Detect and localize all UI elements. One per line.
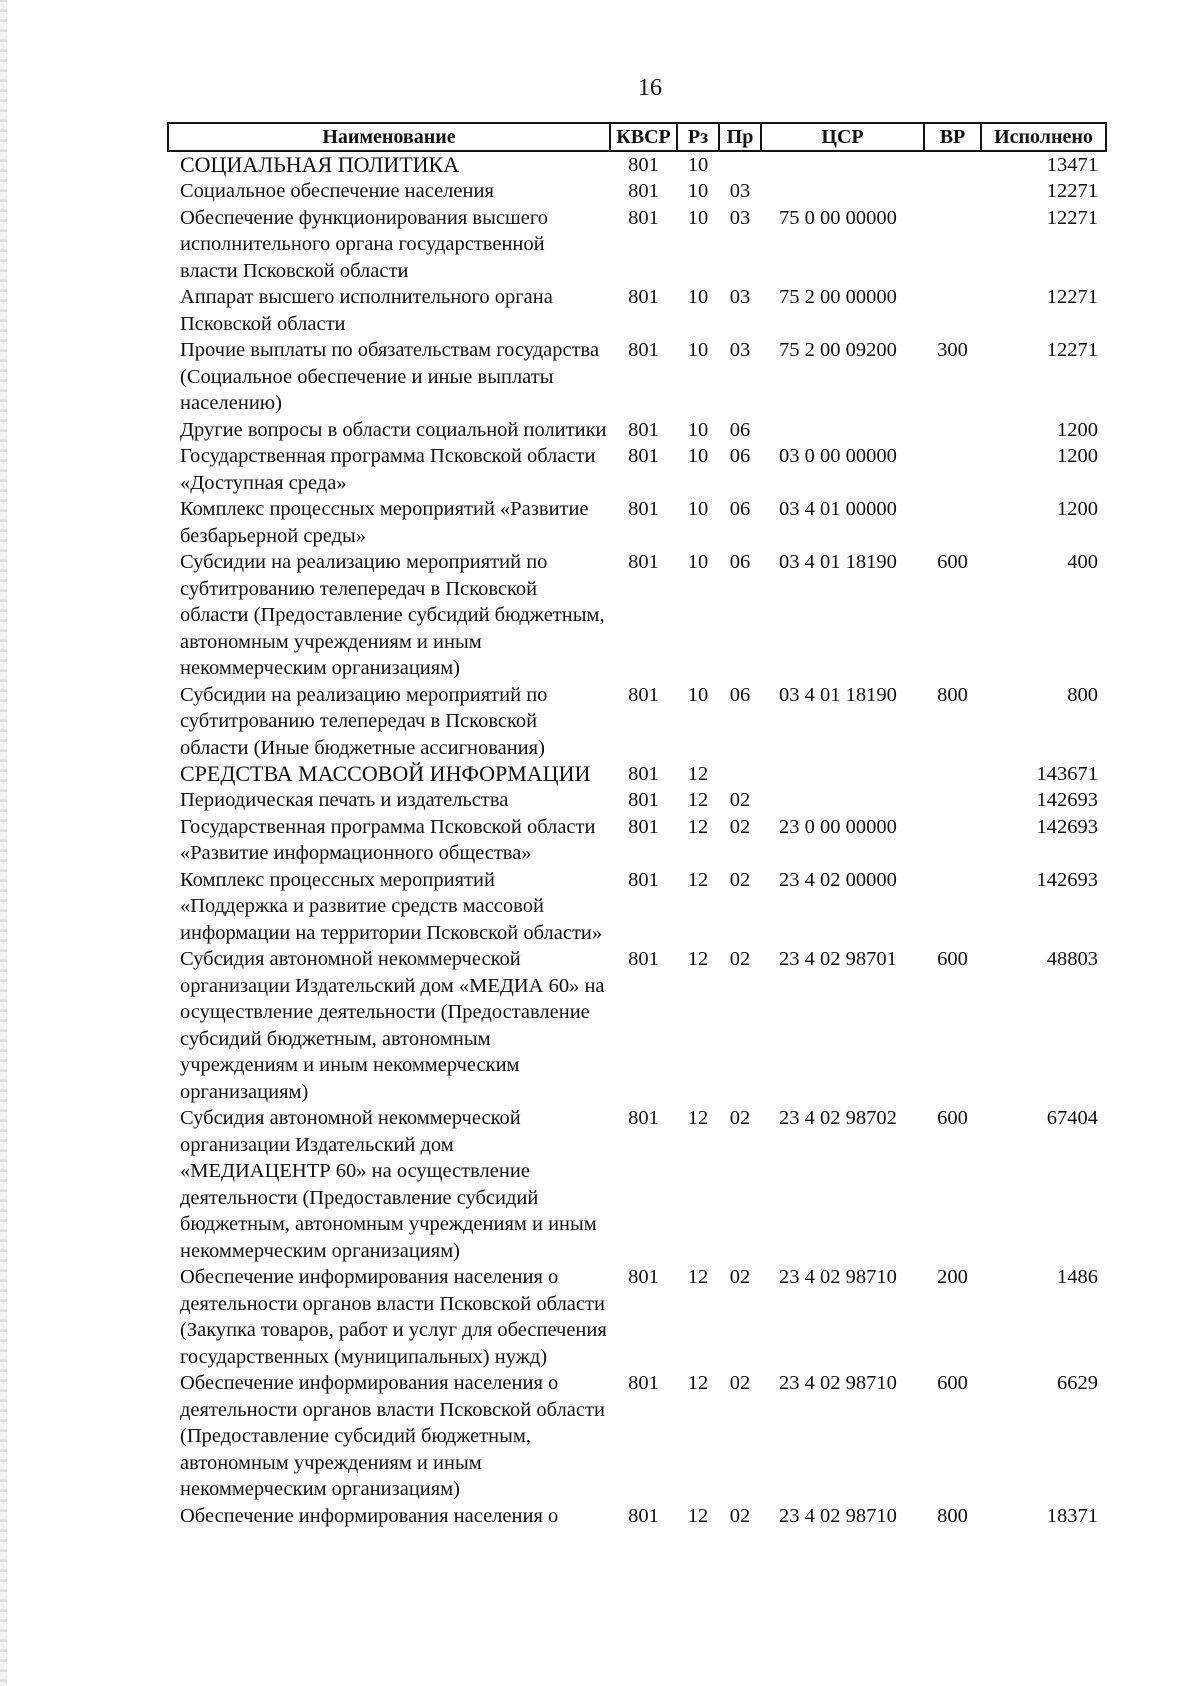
cell-csr: 03 4 01 00000: [779, 498, 897, 520]
cell-csr: 23 4 02 98702: [779, 1107, 897, 1129]
cell-name: Комплекс процессных мероприятий «Поддержка и развитие средств массовой информации на территории Псковской области»: [180, 868, 603, 944]
cell-pr: 06: [729, 551, 751, 573]
cell-rz: 10: [687, 551, 709, 573]
table-header-row: [168, 123, 1106, 151]
cell-amount: 1200: [1057, 418, 1098, 441]
cell-vr: 600: [937, 551, 968, 573]
cell-name: Другие вопросы в области социальной политики: [180, 418, 607, 441]
cell-pr: 02: [729, 789, 751, 811]
cell-pr: [719, 761, 761, 787]
column-header-kvsr: КВСР: [610, 123, 677, 151]
cell-name: Аппарат высшего исполнительного органа Псковской области: [180, 286, 553, 335]
cell-name: Прочие выплаты по обязательствам государства (Социальное обеспечение и иные выплаты населению): [180, 339, 600, 414]
cell-kvsr: 801: [628, 815, 659, 838]
table-row: [168, 443, 1106, 496]
table-row: [168, 151, 1106, 178]
cell-kvsr: 801: [628, 1107, 659, 1129]
cell-pr: 03: [729, 339, 751, 361]
cell-rz: 10: [687, 683, 709, 706]
column-header-pr: Пр: [719, 123, 761, 151]
cell-amount: 48803: [1046, 948, 1098, 970]
cell-kvsr: 801: [628, 789, 659, 811]
cell-kvsr: 801: [628, 286, 659, 308]
cell-amount: 1200: [1057, 498, 1098, 520]
cell-rz: 12: [687, 948, 709, 970]
cell-amount: 12271: [1046, 286, 1098, 308]
page-number: 16: [638, 75, 662, 101]
cell-amount: 1486: [1057, 1266, 1098, 1288]
cell-kvsr: 801: [628, 418, 659, 441]
cell-name: СРЕДСТВА МАССОВОЙ ИНФОРМАЦИИ: [180, 761, 591, 786]
cell-rz: 12: [687, 1372, 709, 1394]
cell-vr: [924, 761, 981, 787]
cell-kvsr: 801: [628, 206, 659, 229]
cell-amount: 142693: [1036, 815, 1098, 838]
cell-kvsr: 801: [628, 498, 659, 520]
column-header-rz: Рз: [677, 123, 719, 151]
cell-kvsr: 801: [628, 1266, 659, 1288]
cell-kvsr: 801: [628, 1372, 659, 1394]
table-row: [168, 946, 1106, 1105]
cell-csr: 23 4 02 00000: [779, 868, 897, 891]
table-row: [168, 682, 1106, 762]
cell-amount: 12271: [1046, 339, 1098, 361]
cell-name: Обеспечение информирования населения о: [180, 1504, 559, 1527]
cell-name: Субсидия автономной некоммерческой организации Издательский дом «МЕДИАЦЕНТР 60» на осуществление деятельности (Предоставление субсидий бюджетным, автономным учреждениям и иным некоммерческим организациям): [180, 1107, 597, 1262]
cell-rz: 10: [687, 445, 709, 467]
cell-kvsr: 801: [628, 180, 659, 202]
cell-name: Комплекс процессных мероприятий «Развитие безбарьерной среды»: [180, 498, 589, 547]
cell-kvsr: 801: [628, 683, 659, 706]
cell-csr: 23 4 02 98710: [779, 1266, 897, 1288]
cell-pr: 02: [729, 948, 751, 970]
cell-rz: 12: [687, 1107, 709, 1129]
cell-csr: 23 4 02 98710: [779, 1504, 897, 1527]
cell-name: Государственная программа Псковской области «Доступная среда»: [180, 445, 596, 494]
cell-csr: 23 0 00 00000: [779, 815, 897, 838]
cell-rz: 10: [687, 286, 709, 308]
table-row: [168, 1503, 1106, 1530]
table-body: [168, 151, 1106, 1529]
cell-vr: [924, 867, 981, 947]
cell-vr: 600: [937, 948, 968, 970]
cell-vr: [924, 417, 981, 444]
cell-vr: [924, 443, 981, 496]
table-row: [168, 284, 1106, 337]
cell-rz: 10: [687, 206, 709, 229]
cell-csr: 23 4 02 98701: [779, 948, 897, 970]
cell-amount: 1200: [1057, 445, 1098, 467]
table-row: [168, 814, 1106, 867]
cell-kvsr: 801: [628, 445, 659, 467]
cell-rz: 10: [687, 498, 709, 520]
cell-csr: 75 0 00 00000: [779, 206, 897, 229]
cell-amount: 12271: [1046, 206, 1098, 229]
cell-rz: 12: [687, 1266, 709, 1288]
table-row: [168, 867, 1106, 947]
cell-pr: 03: [729, 286, 751, 308]
cell-rz: 12: [687, 868, 709, 891]
cell-csr: 03 4 01 18190: [779, 551, 897, 573]
column-header-amount: Исполнено: [981, 123, 1106, 151]
cell-vr: [924, 284, 981, 337]
table-row: [168, 1370, 1106, 1503]
table-row: [168, 337, 1106, 417]
cell-amount: 18371: [1046, 1504, 1098, 1527]
budget-table: [167, 122, 1107, 1529]
cell-vr: 800: [937, 683, 968, 706]
cell-vr: [924, 151, 981, 178]
cell-csr: [761, 178, 924, 205]
table-row: [168, 496, 1106, 549]
cell-amount: 143671: [1036, 763, 1098, 785]
cell-pr: 02: [729, 1504, 751, 1527]
cell-name: Обеспечение функционирования высшего исполнительного органа государственной власти Псковской области: [180, 206, 548, 282]
cell-pr: 03: [729, 206, 751, 229]
cell-vr: [924, 787, 981, 814]
cell-rz: 12: [687, 815, 709, 838]
cell-vr: 800: [937, 1504, 968, 1527]
cell-rz: 12: [687, 789, 709, 811]
cell-csr: 75 2 00 00000: [779, 286, 897, 308]
cell-csr: [761, 787, 924, 814]
cell-csr: [761, 761, 924, 787]
cell-kvsr: 801: [628, 154, 659, 176]
cell-pr: 03: [729, 180, 751, 202]
cell-pr: 02: [729, 1266, 751, 1288]
table-row: [168, 205, 1106, 285]
cell-pr: 02: [729, 815, 751, 838]
cell-vr: 300: [937, 339, 968, 361]
cell-rz: 10: [687, 339, 709, 361]
cell-amount: 67404: [1046, 1107, 1098, 1129]
table-row: [168, 549, 1106, 682]
cell-rz: 12: [687, 1504, 709, 1527]
cell-amount: 6629: [1057, 1372, 1098, 1394]
cell-csr: 03 0 00 00000: [779, 445, 897, 467]
cell-amount: 13471: [1046, 154, 1098, 176]
cell-pr: 02: [729, 1107, 751, 1129]
cell-pr: 02: [729, 1372, 751, 1394]
table-row: [168, 761, 1106, 787]
cell-rz: 10: [687, 418, 709, 441]
cell-kvsr: 801: [628, 948, 659, 970]
cell-amount: 400: [1067, 551, 1098, 573]
cell-name: Социальное обеспечение населения: [180, 180, 494, 202]
table-row: [168, 787, 1106, 814]
column-header-name: Наименование: [168, 123, 610, 151]
cell-pr: 06: [729, 445, 751, 467]
cell-amount: 12271: [1046, 180, 1098, 202]
cell-csr: 75 2 00 09200: [779, 339, 897, 361]
cell-vr: [924, 814, 981, 867]
cell-pr: 06: [729, 498, 751, 520]
cell-vr: [924, 205, 981, 285]
cell-csr: [761, 151, 924, 178]
cell-amount: 142693: [1036, 789, 1098, 811]
cell-vr: [924, 496, 981, 549]
cell-csr: 23 4 02 98710: [779, 1372, 897, 1394]
scan-edge-decoration: [0, 0, 7, 1686]
cell-vr: 600: [937, 1107, 968, 1129]
cell-kvsr: 801: [628, 868, 659, 891]
column-header-vr: ВР: [924, 123, 981, 151]
cell-vr: 200: [937, 1266, 968, 1288]
cell-name: СОЦИАЛЬНАЯ ПОЛИТИКА: [180, 152, 460, 177]
table-row: [168, 1264, 1106, 1370]
cell-kvsr: 801: [628, 1504, 659, 1527]
table-row: [168, 1105, 1106, 1264]
cell-vr: [924, 178, 981, 205]
table-row: [168, 417, 1106, 444]
cell-name: Обеспечение информирования населения о деятельности органов власти Псковской области (Предоставление субсидий бюджетным, автономным учреждениям и иным некоммерческим организациям): [180, 1372, 605, 1500]
cell-name: Субсидии на реализацию мероприятий по субтитрованию телепередач в Псковской области (Предоставление субсидий бюджетным, автономным учреждениям и иным некоммерческим организациям): [180, 551, 605, 679]
cell-kvsr: 801: [628, 339, 659, 361]
cell-amount: 800: [1067, 683, 1098, 706]
cell-name: Обеспечение информирования населения о деятельности органов власти Псковской области (Закупка товаров, работ и услуг для обеспечения государственных (муниципальных) нужд): [180, 1266, 607, 1368]
cell-amount: 142693: [1036, 868, 1098, 891]
cell-name: Субсидия автономной некоммерческой организации Издательский дом «МЕДИА 60» на осуществление деятельности (Предоставление субсидий бюджетным, автономным учреждениям и иным некоммерческим организациям): [180, 948, 605, 1103]
cell-csr: 03 4 01 18190: [779, 683, 897, 706]
cell-pr: 02: [729, 868, 751, 891]
cell-rz: 12: [687, 763, 709, 785]
cell-kvsr: 801: [628, 763, 659, 785]
cell-kvsr: 801: [628, 551, 659, 573]
cell-name: Периодическая печать и издательства: [180, 789, 509, 811]
column-header-csr: ЦСР: [761, 123, 924, 151]
cell-pr: 06: [729, 683, 751, 706]
cell-csr: [761, 417, 924, 444]
cell-rz: 10: [687, 154, 709, 176]
cell-pr: [719, 151, 761, 178]
cell-rz: 10: [687, 180, 709, 202]
cell-name: Государственная программа Псковской области «Развитие информационного общества»: [180, 815, 596, 864]
cell-pr: 06: [729, 418, 751, 441]
table-row: [168, 178, 1106, 205]
cell-vr: 600: [937, 1372, 968, 1394]
cell-name: Субсидии на реализацию мероприятий по субтитрованию телепередач в Псковской области (Иные бюджетные ассигнования): [180, 683, 548, 759]
